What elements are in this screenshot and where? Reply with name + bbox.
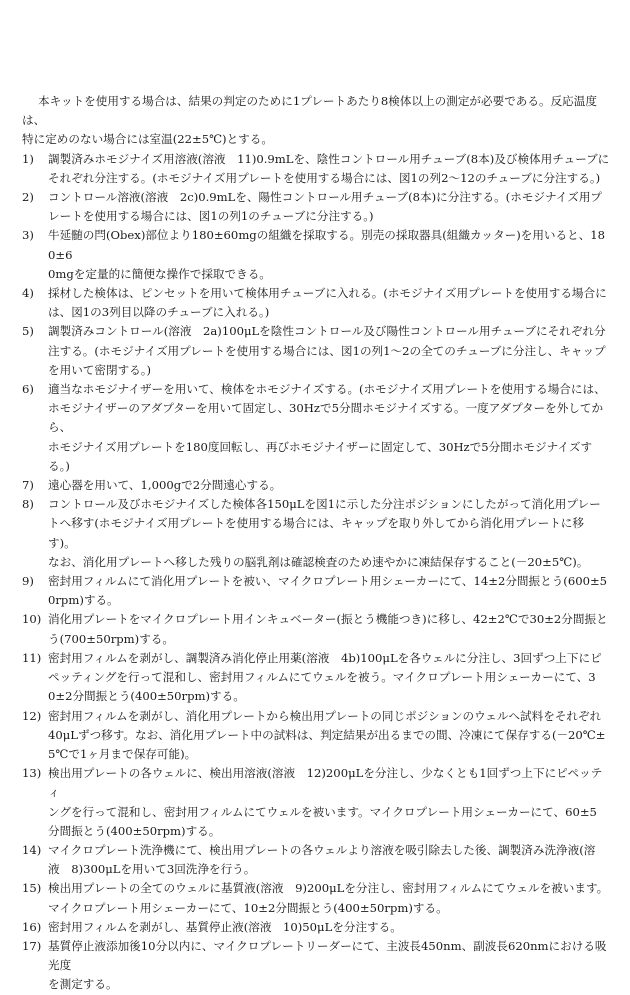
step-text bbox=[48, 841, 610, 879]
procedure-step bbox=[22, 150, 610, 188]
step-number: 1) bbox=[22, 151, 34, 166]
step-text bbox=[48, 188, 610, 226]
step-number: 13) bbox=[22, 766, 42, 781]
step-text bbox=[48, 150, 610, 188]
step-line: 注する。(ホモジナイズ用プレートを使用する場合には、図1の列1～2の全てのチューブに分注し、キャップ bbox=[48, 343, 606, 358]
step-line: 0rpm)する。 bbox=[48, 593, 119, 608]
procedure-step bbox=[22, 707, 610, 765]
procedure-step bbox=[22, 649, 610, 707]
step-line: う(700±50rpm)する。 bbox=[48, 631, 174, 646]
step-line: 密封用フィルムにて消化用プレートを被い、マイクロプレート用シェーカーにて、14±2分間振とう(600±5 bbox=[48, 574, 608, 589]
step-line: ホモジナイズ用プレートを180度回転し、再びホモジナイザーに固定して、30Hzで5分間ホモジナイズする。) bbox=[48, 439, 593, 473]
step-text bbox=[48, 476, 610, 495]
step-text bbox=[48, 226, 610, 284]
step-number: 11) bbox=[22, 650, 42, 665]
step-line: 検出用プレートの各ウェルに、検出用溶液(溶液 12)200μLを分注し、少なくとも1回ずつ上下にピペッティ bbox=[48, 766, 603, 800]
step-line: ングを行って混和し、密封用フィルムにてウェルを被います。マイクロプレート用シェーカーにて、60±5 bbox=[48, 804, 597, 819]
step-line: 密封用フィルムを剥がし、基質停止液(溶液 10)50μLを分注する。 bbox=[48, 919, 402, 934]
step-text bbox=[48, 322, 610, 380]
step-line: レートを使用する場合には、図1の列1のチューブに分注する。) bbox=[48, 209, 374, 224]
procedure-step bbox=[22, 572, 610, 610]
step-text bbox=[48, 572, 610, 610]
step-text bbox=[48, 380, 610, 476]
step-line: 0±2分間振とう(400±50rpm)する。 bbox=[48, 689, 245, 704]
step-text bbox=[48, 937, 610, 995]
step-line: 密封用フィルムを剥がし、消化用プレートから検出用プレートの同じポジションのウェルへ試料をそれぞれ bbox=[48, 708, 602, 723]
step-line: 消化用プレートをマイクロプレート用インキュベーター(振とう機能つき)に移し、42±2℃で30±2分間振と bbox=[48, 612, 608, 627]
step-line: 調製済みホモジナイズ用溶液(溶液 11)0.9mLを、陰性コントロール用チューブ(8本)及び検体用チューブに bbox=[48, 151, 610, 166]
step-line: は、図1の3列目以降のチューブに入れる。) bbox=[48, 305, 270, 320]
intro-paragraph bbox=[22, 92, 610, 150]
step-line: トへ移す(ホモジナイズ用プレートを使用する場合には、キャップを取り外してから消化用プレートに移す)。 bbox=[48, 516, 584, 550]
step-number: 16) bbox=[22, 919, 42, 934]
step-line: なお、消化用プレートへ移した残りの脳乳剤は確認検査のため速やかに凍結保存すること(－20±5℃)。 bbox=[48, 554, 589, 569]
step-number: 7) bbox=[22, 478, 34, 493]
step-line: 検出用プレートの全てのウェルに基質液(溶液 9)200μLを分注し、密封用フィルムにてウェルを被います。 bbox=[48, 881, 609, 896]
step-line: 牛延髄の閂(Obex)部位より180±60mgの組織を採取する。別売の採取器具(組織カッター)を用いると、180±6 bbox=[48, 228, 606, 262]
step-number: 4) bbox=[22, 286, 34, 301]
step-line: 密封用フィルムを剥がし、調製済み消化停止用薬(溶液 4b)100μLを各ウェルに分注し、3回ずつ上下にピ bbox=[48, 650, 602, 665]
step-text bbox=[48, 918, 610, 937]
step-number: 12) bbox=[22, 708, 42, 723]
procedure-step bbox=[22, 476, 610, 495]
step-line: 5℃で1ヶ月まで保存可能)。 bbox=[48, 746, 197, 761]
step-text bbox=[48, 284, 610, 322]
procedure-step bbox=[22, 937, 610, 995]
step-line: ホモジナイザーのアダプターを用いて固定し、30Hzで5分間ホモジナイズする。一度アダプターを外してから、 bbox=[48, 401, 604, 435]
document-body bbox=[22, 92, 610, 995]
procedure-step bbox=[22, 188, 610, 226]
step-number: 5) bbox=[22, 324, 34, 339]
step-text bbox=[48, 707, 610, 765]
step-text bbox=[48, 495, 610, 572]
step-number: 3) bbox=[22, 228, 34, 243]
step-number: 9) bbox=[22, 574, 34, 589]
step-text bbox=[48, 879, 610, 917]
step-line: それぞれ分注する。(ホモジナイズ用プレートを使用する場合には、図1の列2～12のチューブに分注する。) bbox=[48, 170, 601, 185]
step-number: 17) bbox=[22, 938, 42, 953]
step-line: 分間振とう(400±50rpm)する。 bbox=[48, 823, 221, 838]
procedure-step bbox=[22, 380, 610, 476]
step-line: 遠心器を用いて、1,000gで2分間遠心する。 bbox=[48, 478, 282, 493]
procedure-step bbox=[22, 226, 610, 284]
step-line: コントロール及びホモジナイズした検体各150μLを図1に示した分注ポジションにしたがって消化用プレー bbox=[48, 497, 601, 512]
step-line: マイクロプレート用シェーカーにて、10±2分間振とう(400±50rpm)する。 bbox=[48, 900, 448, 915]
step-line: コントロール溶液(溶液 2c)0.9mLを、陽性コントロール用チューブ(8本)に分注する。(ホモジナイズ用プ bbox=[48, 190, 603, 205]
step-line: 40μLずつ移す。なお、消化用プレート中の試料は、判定結果が出るまでの間、冷凍にて保存する(－20℃± bbox=[48, 727, 606, 742]
procedure-step bbox=[22, 918, 610, 937]
intro-line: 本キットを使用する場合は、結果の判定のために1プレートあたり8検体以上の測定が必要である。反応温度は、 bbox=[22, 94, 597, 128]
step-line: 0mgを定量的に簡便な操作で採取できる。 bbox=[48, 266, 271, 281]
step-number: 8) bbox=[22, 497, 34, 512]
step-text bbox=[48, 764, 610, 841]
step-line: 採材した検体は、ピンセットを用いて検体用チューブに入れる。(ホモジナイズ用プレートを使用する場合に bbox=[48, 286, 607, 301]
procedure-step bbox=[22, 495, 610, 572]
step-text bbox=[48, 610, 610, 648]
procedure-step bbox=[22, 284, 610, 322]
step-line: 基質停止液添加後10分以内に、マイクロプレートリーダーにて、主波長450nm、副波長620nmにおける吸光度 bbox=[48, 938, 607, 973]
step-number: 15) bbox=[22, 881, 42, 896]
procedure-step bbox=[22, 610, 610, 648]
step-number: 6) bbox=[22, 382, 34, 397]
procedure-step bbox=[22, 322, 610, 380]
step-line: 適当なホモジナイザーを用いて、検体をホモジナイズする。(ホモジナイズ用プレートを使用する場合には、 bbox=[48, 382, 606, 397]
procedure-step bbox=[22, 764, 610, 841]
step-text bbox=[48, 649, 610, 707]
intro-line: 特に定めのない場合には室温(22±5℃)とする。 bbox=[22, 132, 273, 147]
step-line: マイクロプレート洗浄機にて、検出用プレートの各ウェルより溶液を吸引除去した後、調製済み洗浄液(溶 bbox=[48, 842, 596, 857]
procedure-step bbox=[22, 841, 610, 879]
step-number: 14) bbox=[22, 842, 42, 857]
step-number: 2) bbox=[22, 190, 34, 205]
step-line: を測定する。 bbox=[48, 977, 118, 992]
step-number: 10) bbox=[22, 612, 42, 627]
procedure-steps bbox=[22, 150, 610, 995]
procedure-step bbox=[22, 879, 610, 917]
step-line: ペッティングを行って混和し、密封用フィルムにてウェルを被う。マイクロプレート用シェーカーにて、3 bbox=[48, 670, 596, 685]
step-line: を用いて密閉する。) bbox=[48, 362, 152, 377]
step-line: 調製済みコントロール(溶液 2a)100μLを陰性コントロール及び陽性コントロール用チューブにそれぞれ分 bbox=[48, 324, 606, 339]
step-line: 液 8)300μLを用いて3回洗浄を行う。 bbox=[48, 862, 256, 877]
